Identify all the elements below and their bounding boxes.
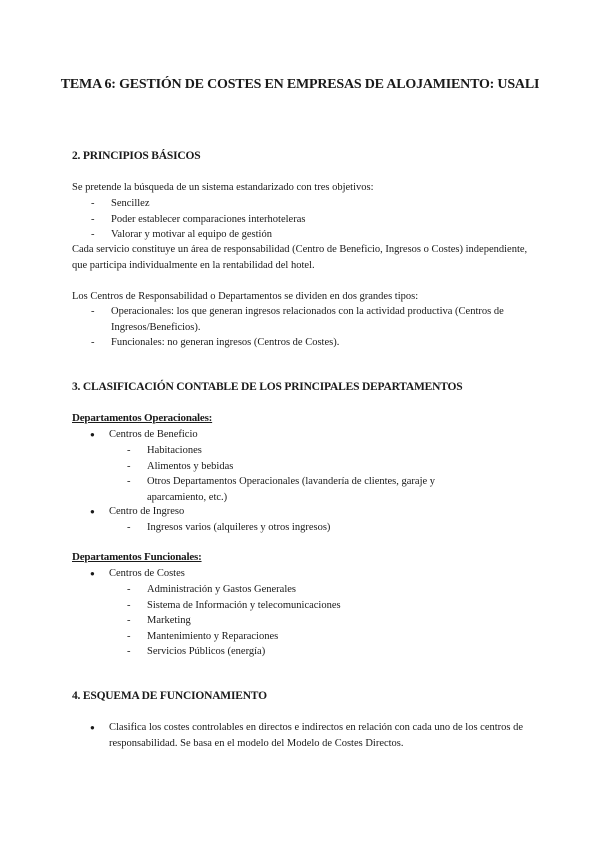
functional-list: [90, 566, 530, 582]
list-item: - Valorar y motivar al equipo de gestión: [91, 227, 531, 243]
income-center-items: [127, 520, 527, 536]
section-4-list: [90, 720, 530, 751]
section-3-heading: 3. CLASIFICACIÓN CONTABLE DE LOS PRINCIPALES DEPARTAMENTOS: [72, 381, 463, 393]
list-item: - Sencillez: [91, 196, 531, 212]
list-item: ● Clasifica los costes controlables en directos e indirectos en relación con cada uno de los centros de responsabilidad. Se basa en el modelo del Modelo de Costes Directos.: [90, 720, 530, 751]
operational-list: [90, 427, 530, 443]
list-item: [90, 566, 530, 582]
list-item: - Marketing: [127, 613, 527, 629]
list-item: - Poder establecer comparaciones interhoteleras: [91, 212, 531, 228]
income-center-label: Centro de Ingreso: [109, 506, 185, 517]
document-title: TEMA 6: GESTIÓN DE COSTES EN EMPRESAS DE ALOJAMIENTO: USALI: [60, 77, 540, 92]
cost-center-label: Centros de Costes: [109, 568, 185, 579]
section-2-intro: Se pretende la búsqueda de un sistema estandarizado con tres objetivos:: [72, 182, 374, 193]
list-item: - Ingresos varios (alquileres y otros ingresos): [127, 520, 527, 536]
operational-departments-title: Departamentos Operacionales:: [72, 412, 213, 424]
list-item: - Funcionales: no generan ingresos (Centros de Costes).: [91, 335, 535, 351]
section-2-paragraph: Cada servicio constituye un área de responsabilidad (Centro de Beneficio, Ingresos o Costes) independiente, que participa individualmente en la rentabilidad del hotel.: [72, 244, 528, 271]
list-item: - Otros Departamentos Operacionales (lavandería de clientes, garaje y aparcamiento, etc.): [127, 474, 472, 505]
section-2-types-intro: Los Centros de Responsabilidad o Departamentos se dividen en dos grandes tipos:: [72, 291, 419, 302]
section-2-heading: 2. PRINCIPIOS BÁSICOS: [72, 150, 201, 162]
profit-center-label: Centros de Beneficio: [109, 429, 198, 440]
section-4-heading: 4. ESQUEMA DE FUNCIONAMIENTO: [72, 690, 267, 702]
list-item: - Operacionales: los que generan ingresos relacionados con la actividad productiva (Centros de Ingresos/Beneficios).: [91, 304, 535, 335]
profit-center-items: [127, 443, 472, 505]
list-item: - Mantenimiento y Reparaciones: [127, 629, 527, 645]
objectives-list: [91, 196, 531, 243]
list-item: [90, 427, 530, 443]
list-item: - Habitaciones: [127, 443, 472, 459]
income-center-list: [90, 504, 530, 520]
list-item: - Administración y Gastos Generales: [127, 582, 527, 598]
types-list: [91, 304, 535, 351]
list-item: - Sistema de Información y telecomunicaciones: [127, 598, 527, 614]
cost-center-items: [127, 582, 527, 660]
functional-departments-title: Departamentos Funcionales:: [72, 551, 202, 563]
list-item: - Servicios Públicos (energía): [127, 644, 527, 660]
list-item: [90, 504, 530, 520]
list-item: - Alimentos y bebidas: [127, 459, 472, 475]
